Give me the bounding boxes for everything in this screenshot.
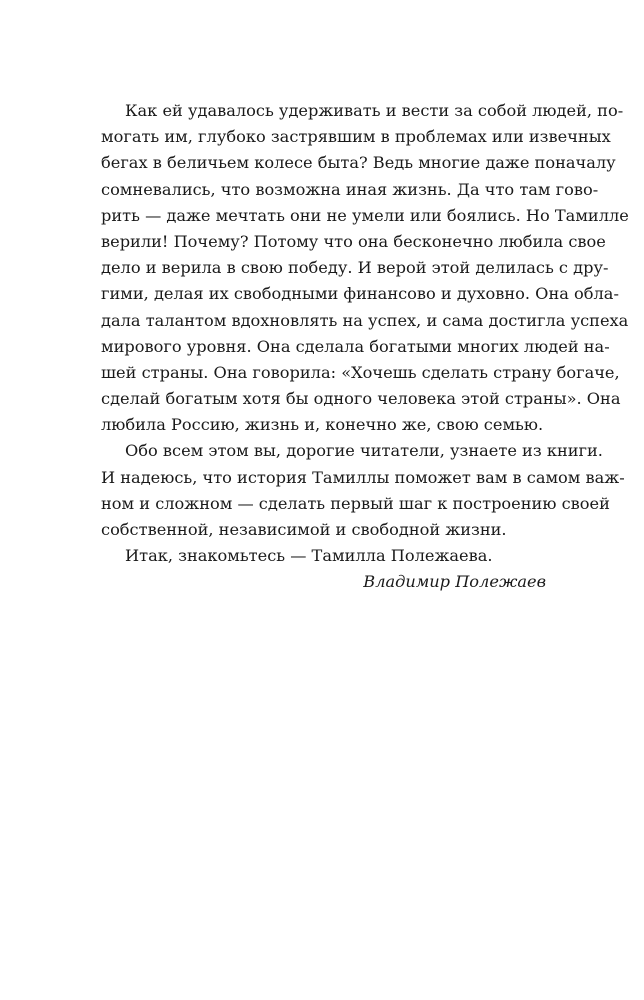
paragraph-1 [101, 98, 629, 438]
text-line: собственной, независимой и свободной жизни. [101, 520, 507, 539]
text-line: Обо всем этом вы, дорогие читатели, узнаете из книги. [125, 441, 603, 461]
paragraph-3 [101, 543, 546, 569]
text-line: дело и верила в свою победу. И верой этой делилась с дру- [101, 258, 609, 278]
text-line: могать им, глубоко застрявшим в проблемах или извечных [101, 127, 611, 147]
author-signature: Владимир Полежаев [363, 572, 546, 592]
text-line: дала талантом вдохновлять на успех, и сама достигла успеха [101, 310, 629, 330]
text-line: Итак, знакомьтесь — Тамилла Полежаева. [125, 546, 493, 566]
text-line: шей страны. Она говорила: «Хочешь сделать страну богаче, [101, 362, 620, 382]
text-line: рить — даже мечтать они не умели или боялись. Но Тамилле [101, 205, 629, 225]
text-line: сделай богатым хотя бы одного человека этой страны». Она [101, 389, 621, 409]
text-line: верили! Почему? Потому что она бесконечно любила свое [101, 231, 606, 251]
text-line: гими, делая их свободными финансово и духовно. Она обла- [101, 284, 619, 304]
text-line: любила Россию, жизнь и, конечно же, свою семью. [101, 415, 544, 435]
text-line: сомневались, что возможна иная жизнь. Да что там гово- [101, 179, 599, 199]
text-line: И надеюсь, что история Тамиллы поможет вам в самом важ- [101, 467, 625, 487]
text-line: Как ей удавалось удерживать и вести за собой людей, по- [125, 101, 624, 120]
paragraph-2 [101, 438, 625, 543]
text-line: бегах в беличьем колесе быта? Ведь многие даже поначалу [101, 153, 616, 173]
text-block [101, 98, 629, 596]
text-line: мирового уровня. Она сделала богатыми многих людей на- [101, 336, 610, 356]
text-line: ном и сложном — сделать первый шаг к построению своей [101, 493, 610, 513]
